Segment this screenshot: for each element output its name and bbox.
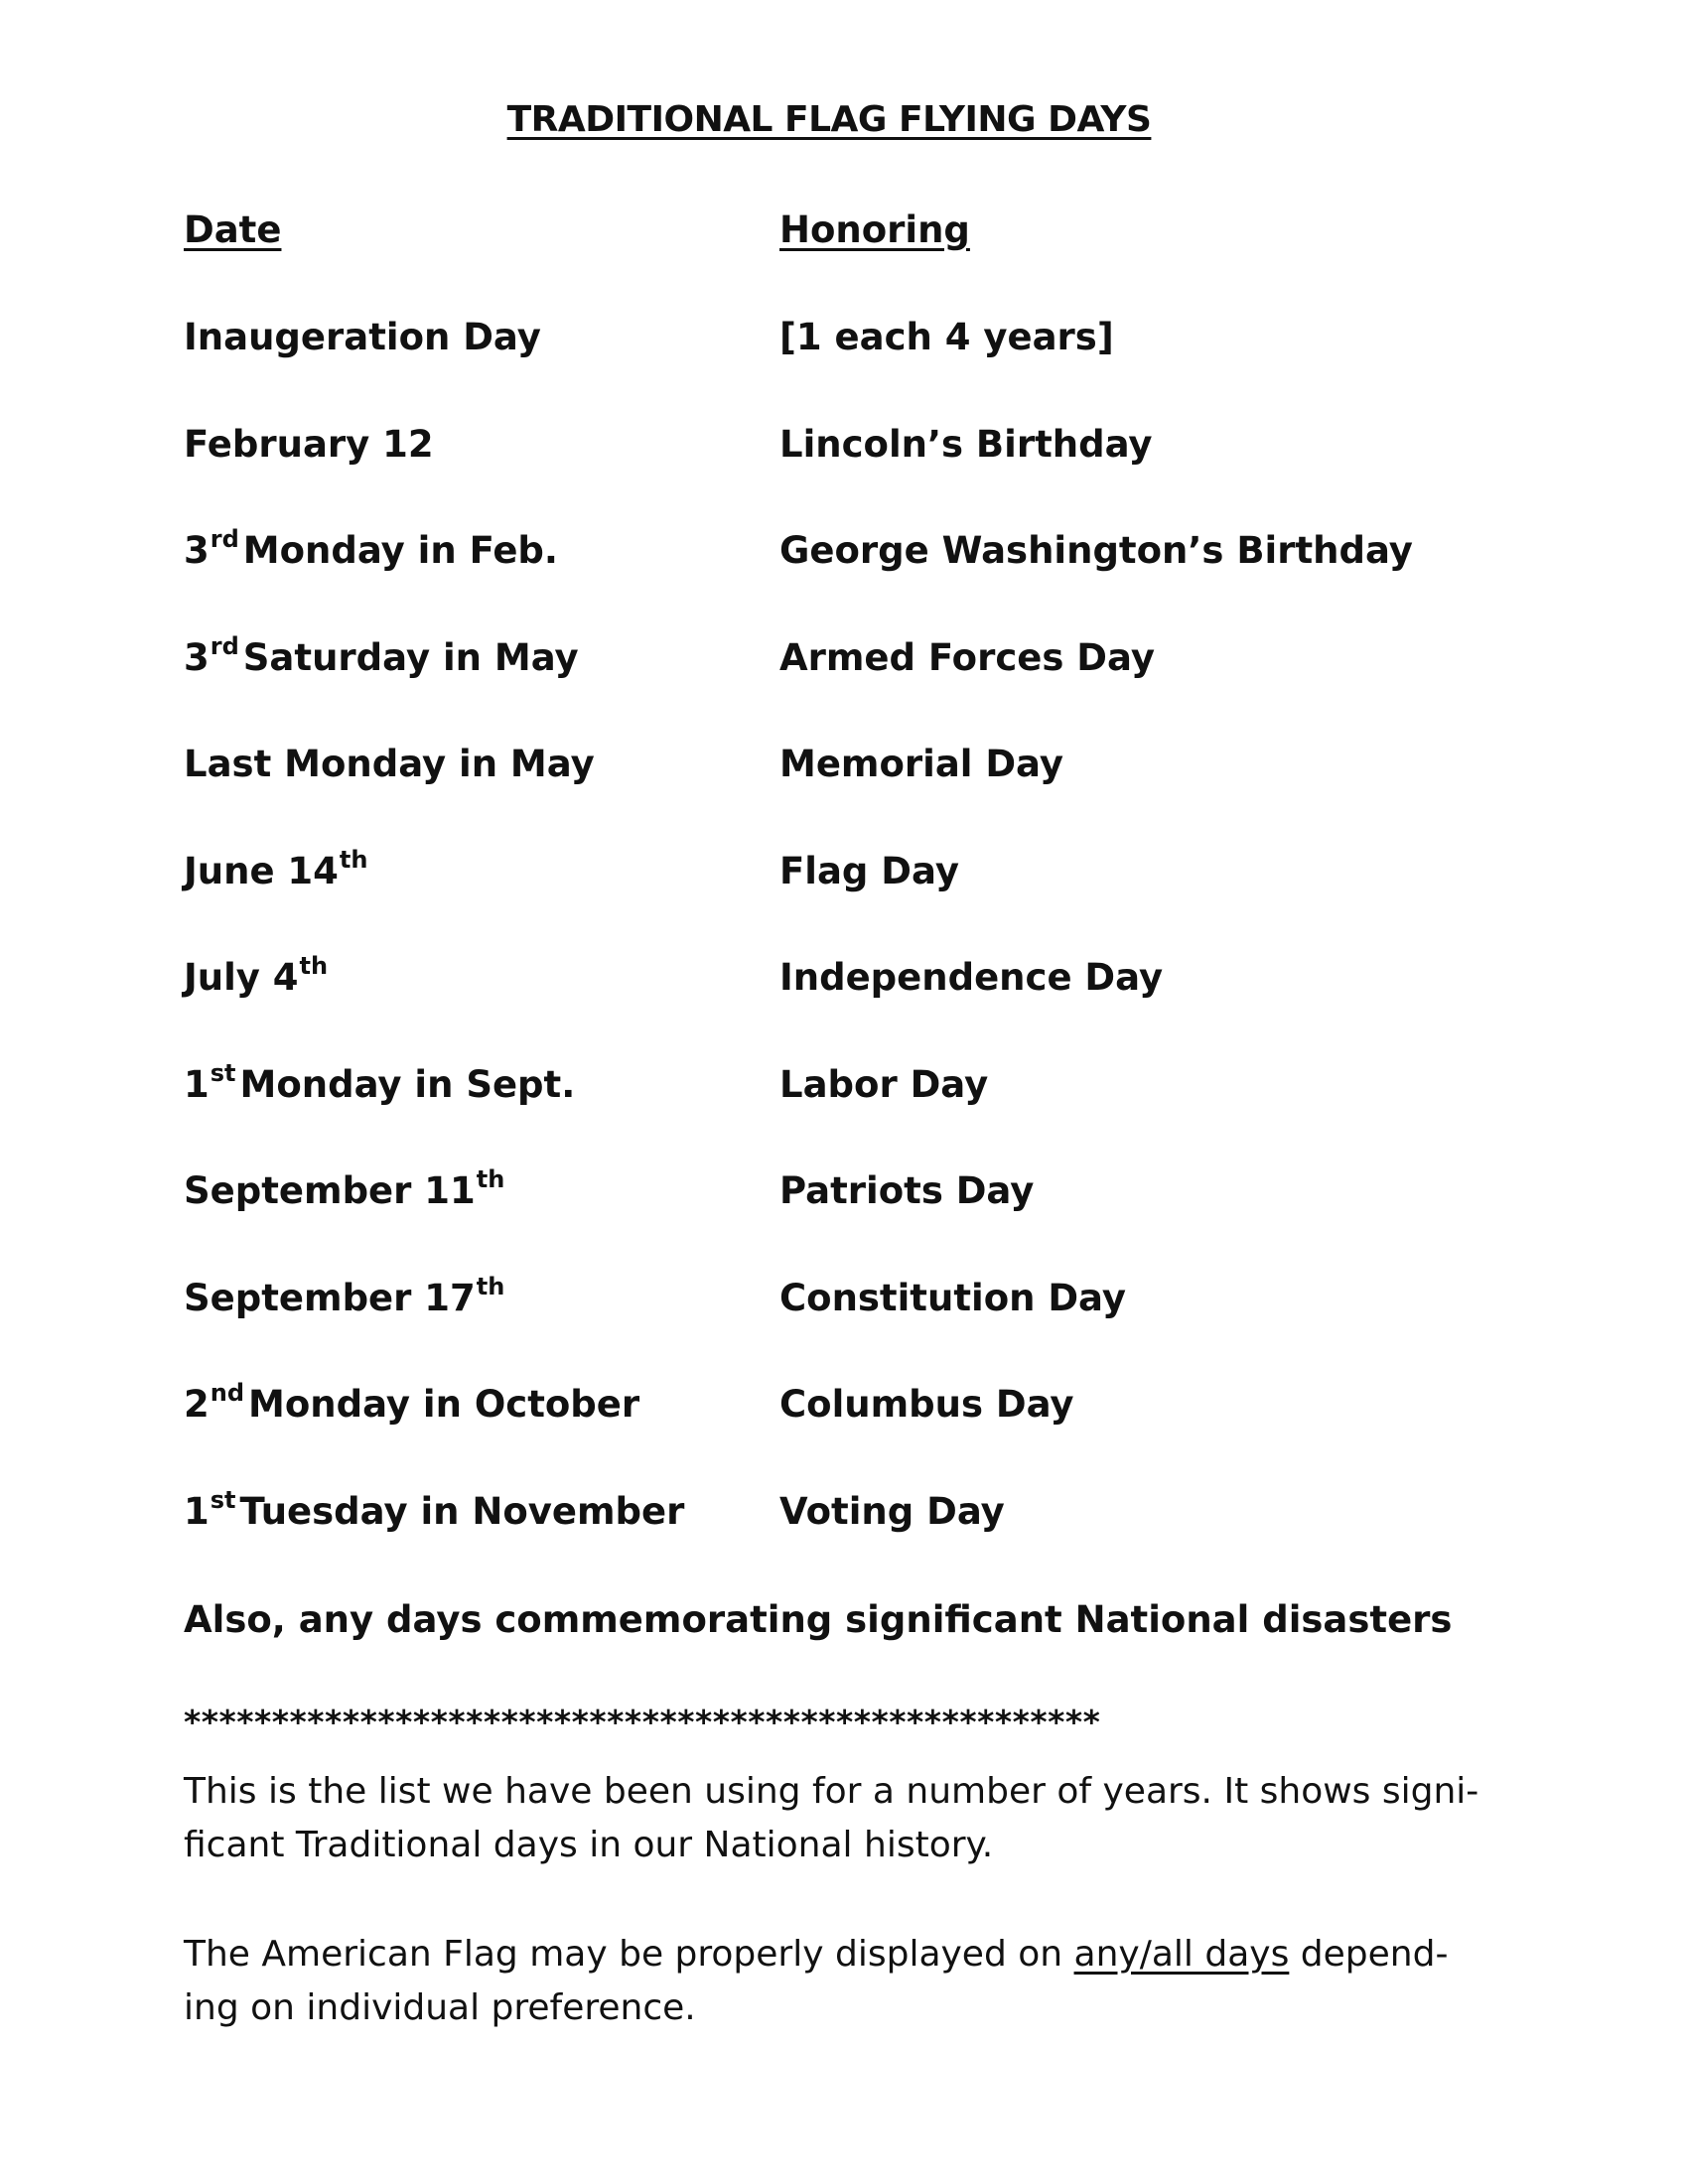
date-text-rest: Tuesday in November (239, 1489, 685, 1533)
flag-day-row (0, 743, 1688, 850)
paragraph-line (184, 1928, 1494, 1981)
date-text-rest: Monday in Feb. (242, 529, 558, 572)
date-cell (184, 845, 371, 892)
ordinal-suffix: th (476, 1272, 505, 1300)
honoring-cell: Voting Day (779, 1489, 1005, 1533)
date-cell (184, 1058, 576, 1106)
flag-day-row (0, 316, 1688, 423)
date-text: 2 (184, 1383, 210, 1426)
paragraph-line: ing on individual preference. (184, 1987, 696, 2028)
paragraph-text: The American Flag may be properly displayed on (184, 1934, 1074, 1975)
date-cell (184, 525, 558, 572)
date-text: 1 (184, 1062, 210, 1106)
flag-day-row (0, 1272, 1688, 1384)
paragraph-text: depend- (1289, 1934, 1449, 1975)
flag-day-row (0, 1165, 1688, 1277)
date-text: June 14 (184, 849, 339, 892)
paragraph-line: ficant Traditional days in our National history. (184, 1825, 994, 1865)
date-text-rest: Saturday in May (242, 635, 579, 679)
ordinal-suffix: st (210, 1058, 236, 1087)
date-text: Last Monday in May (184, 743, 595, 785)
date-text: September 11 (184, 1169, 476, 1212)
ordinal-suffix: nd (210, 1379, 245, 1407)
honoring-cell: [1 each 4 years] (779, 316, 1114, 358)
flag-day-row (0, 631, 1688, 744)
flag-day-row (0, 845, 1688, 957)
page-title: TRADITIONAL FLAG FLYING DAYS (506, 99, 1152, 140)
display-paragraph (184, 1928, 1494, 2035)
ordinal-suffix: rd (210, 525, 239, 553)
flag-day-row (0, 525, 1688, 636)
date-cell (184, 631, 579, 679)
date-text-rest: Monday in Sept. (239, 1062, 576, 1106)
honoring-cell: Memorial Day (779, 743, 1064, 785)
date-cell (184, 1485, 685, 1533)
honoring-cell: Columbus Day (779, 1383, 1074, 1426)
date-cell (184, 1165, 508, 1212)
honoring-cell: Constitution Day (779, 1276, 1127, 1319)
ordinal-suffix: th (299, 952, 329, 980)
disasters-note: Also, any days commemorating significant National disasters (184, 1598, 1453, 1641)
date-column-header: Date (184, 208, 282, 251)
date-cell (184, 423, 434, 466)
honoring-cell: Independence Day (779, 956, 1164, 999)
date-text: July 4 (184, 956, 299, 999)
honoring-cell: Lincoln’s Birthday (779, 422, 1153, 466)
ordinal-suffix: rd (210, 631, 239, 660)
flag-day-row (0, 1058, 1688, 1170)
honoring-cell: Flag Day (779, 849, 959, 892)
flag-day-row (0, 1379, 1688, 1490)
honoring-cell: Patriots Day (779, 1169, 1035, 1212)
flag-day-row (0, 952, 1688, 1063)
date-text-rest: Monday in October (248, 1383, 640, 1426)
honoring-cell: Labor Day (779, 1062, 989, 1106)
date-cell (184, 316, 541, 358)
date-cell (184, 952, 332, 999)
date-text: 1 (184, 1489, 210, 1533)
ordinal-suffix: th (339, 845, 368, 874)
date-text: 3 (184, 635, 210, 679)
date-text: February 12 (184, 422, 434, 466)
date-cell (184, 1272, 508, 1319)
honoring-cell: George Washington’s Birthday (779, 529, 1413, 572)
date-cell (184, 1379, 640, 1426)
paragraph-line: This is the list we have been using for a number of years. It shows signi- (184, 1771, 1479, 1812)
date-text: September 17 (184, 1276, 476, 1319)
date-cell (184, 743, 595, 785)
honoring-cell: Armed Forces Day (779, 635, 1155, 679)
usage-paragraph (184, 1765, 1494, 1872)
flag-day-row (0, 423, 1688, 530)
honoring-column-header: Honoring (779, 208, 970, 251)
asterisk-divider: **************************************************** (184, 1703, 1101, 1741)
flag-days-list (0, 316, 1688, 1596)
underlined-phrase: any/all days (1073, 1934, 1290, 1975)
ordinal-suffix: st (210, 1485, 236, 1514)
date-text: Inaugeration Day (184, 316, 541, 358)
flag-day-row (0, 1485, 1688, 1597)
date-text: 3 (184, 529, 210, 572)
ordinal-suffix: th (476, 1165, 505, 1193)
